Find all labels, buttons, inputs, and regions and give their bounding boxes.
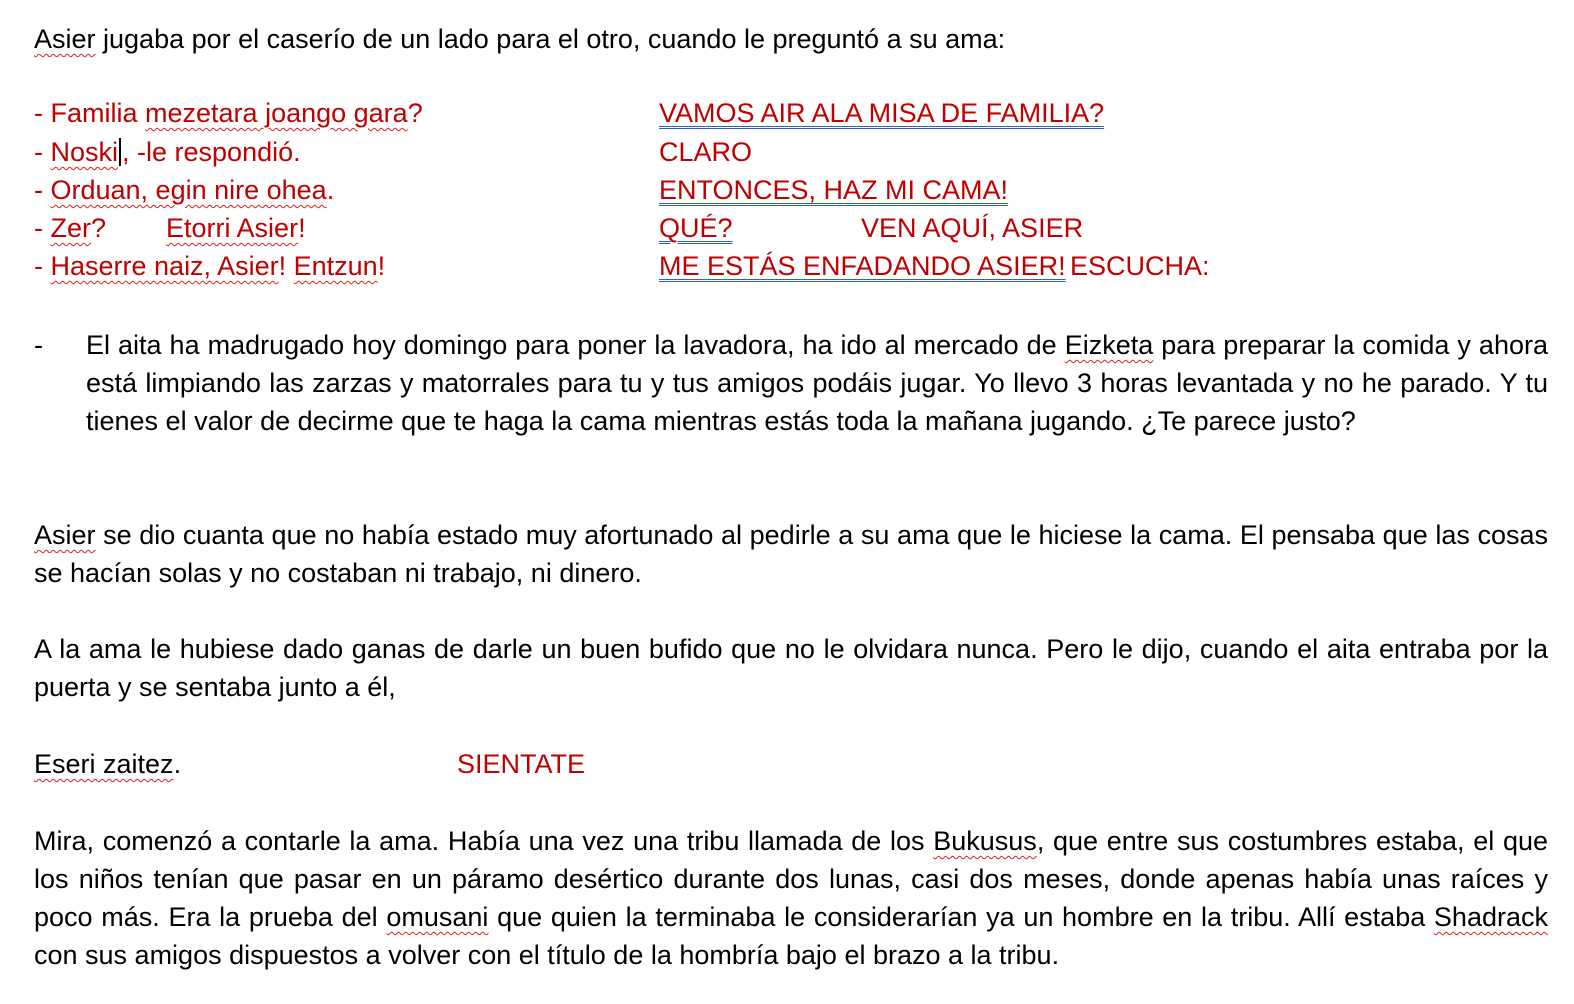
- paragraph-text: que quien la terminaba le considerarían ya un hombre en la tribu. Allí estaba: [488, 902, 1434, 932]
- sit-translation[interactable]: [457, 745, 585, 783]
- translation-line-2[interactable]: [659, 133, 752, 171]
- translation-line-3[interactable]: [659, 171, 1008, 209]
- misspelled-phrase[interactable]: Orduan, egin nire ohea: [50, 175, 327, 205]
- intro-text: jugaba por el caserío de un lado para el otro, cuando le preguntó a su ama:: [95, 24, 1006, 54]
- misspelled-word[interactable]: Zer: [50, 213, 91, 243]
- translation-line-5[interactable]: [659, 247, 1066, 285]
- misspelled-word[interactable]: Asier: [34, 520, 96, 550]
- dialogue-tail: !: [298, 213, 306, 243]
- bullet-paragraph[interactable]: [86, 326, 1548, 440]
- translation-line-1[interactable]: [659, 94, 1104, 132]
- dialogue-dash: - Familia: [34, 98, 146, 128]
- intro-line[interactable]: [34, 20, 1005, 58]
- misspelled-word[interactable]: Shadrack: [1433, 902, 1548, 932]
- text-cursor: [119, 138, 121, 166]
- document-page[interactable]: [34, 0, 1548, 1004]
- grammar-flagged-text[interactable]: ME ESTÁS ENFADANDO ASIER!: [659, 251, 1066, 281]
- paragraph-text: para preparar la comida y ahora está limpiando las zarzas y matorrales para tu y tus amigos podáis jugar. Yo llevo 3 horas levantada y no he parado. Y tu tienes el valor de decirme que te haga la cama mientras estás toda la mañana jugando. ¿Te parece justo?: [86, 330, 1548, 436]
- misspelled-word[interactable]: Eizketa: [1064, 330, 1154, 360]
- paragraph-text: se dio cuanta que no había estado muy afortunado al pedirle a su ama que le hiciese la cama. El pensaba que las cosas se hacían solas y no costaban ni trabajo, ni dinero.: [34, 520, 1548, 588]
- misspelled-word[interactable]: Asier: [34, 24, 96, 54]
- paragraph-asier[interactable]: [34, 516, 1548, 592]
- misspelled-phrase[interactable]: Etorri Asier: [166, 213, 299, 243]
- misspelled-word[interactable]: omusani: [386, 902, 489, 932]
- paragraph-text: con sus amigos dispuestos a volver con el título de la hombría bajo el brazo a la tribu.: [34, 940, 1060, 970]
- dialogue-mid: ?: [91, 213, 167, 243]
- grammar-flagged-text[interactable]: VAMOS AIR ALA MISA DE FAMILIA?: [659, 98, 1105, 128]
- sit-line[interactable]: [34, 745, 181, 783]
- translation-line-5b[interactable]: [1070, 247, 1210, 285]
- misspelled-word[interactable]: Entzun: [293, 251, 378, 281]
- translation-text: VEN AQUÍ, ASIER: [861, 213, 1084, 243]
- dialogue-mid: !: [278, 251, 294, 281]
- translation-text: SIENTATE: [457, 749, 586, 779]
- dialogue-tail: ?: [407, 98, 423, 128]
- misspelled-word[interactable]: Noski: [50, 137, 119, 167]
- dialogue-line-5[interactable]: [34, 247, 385, 285]
- dialogue-line-2[interactable]: [34, 133, 301, 171]
- dialogue-dash: -: [34, 175, 51, 205]
- dialogue-line-4[interactable]: [34, 209, 306, 247]
- dialogue-tail: .: [326, 175, 335, 205]
- dialogue-dash: -: [34, 213, 51, 243]
- misspelled-word[interactable]: Bukusus: [933, 826, 1037, 856]
- translation-text: ESCUCHA:: [1070, 251, 1210, 281]
- paragraph-text: Mira, comenzó a contarle la ama. Había una vez una tribu llamada de los: [34, 826, 934, 856]
- sit-tail: .: [173, 749, 182, 779]
- paragraph-ama[interactable]: [34, 630, 1548, 706]
- dialogue-line-3[interactable]: [34, 171, 334, 209]
- list-bullet: -: [34, 330, 43, 360]
- dialogue-tail: , -le respondió.: [122, 137, 301, 167]
- translation-line-4b[interactable]: [861, 209, 1083, 247]
- translation-line-4[interactable]: [659, 209, 733, 247]
- paragraph-text: El aita ha madrugado hoy domingo para poner la lavadora, ha ido al mercado de: [86, 330, 1065, 360]
- misspelled-phrase[interactable]: mezetara joango gara: [145, 98, 408, 128]
- dialogue-line-1[interactable]: [34, 94, 423, 132]
- paragraph-text: , que entre sus costumbres estaba, el que los niños tenían que pasar en un páramo desértico durante dos lunas, casi dos meses, donde apenas había unas raíces y poco más. Era la prueba del: [34, 826, 1548, 932]
- misspelled-phrase[interactable]: Eseri zaitez: [34, 749, 174, 779]
- translation-text: CLARO: [659, 137, 753, 167]
- paragraph-text: A la ama le hubiese dado ganas de darle un buen bufido que no le olvidara nunca. Pero le dijo, cuando el aita entraba por la puerta y se sentaba junto a él,: [34, 634, 1548, 702]
- dialogue-dash: -: [34, 137, 51, 167]
- grammar-flagged-text[interactable]: ENTONCES, HAZ MI CAMA!: [659, 175, 1009, 205]
- misspelled-phrase[interactable]: Haserre naiz, Asier: [50, 251, 279, 281]
- dialogue-dash: -: [34, 251, 51, 281]
- grammar-flagged-text[interactable]: QUÉ?: [659, 213, 733, 243]
- paragraph-tribu[interactable]: [34, 822, 1548, 974]
- dialogue-tail: !: [377, 251, 386, 281]
